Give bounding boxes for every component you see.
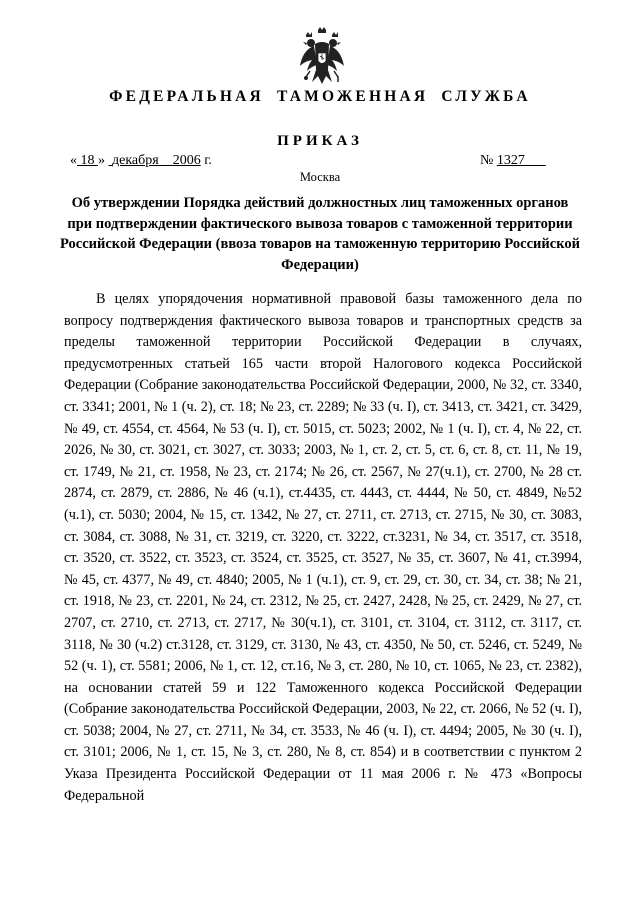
date-day: 18 [80,153,95,168]
number-value: 1327 [496,153,525,168]
date-open-quote: « [70,153,77,168]
date-close-quote: » [98,153,105,168]
order-number [480,153,555,169]
number-prefix: № [480,153,494,168]
double-headed-eagle-emblem-icon [298,26,346,88]
order-date [70,153,212,169]
organization-name: ФЕДЕРАЛЬНАЯ ТАМОЖЕННАЯ СЛУЖБА [109,88,531,105]
city-name: Москва [299,170,341,184]
date-suffix: г. [204,153,212,168]
body-paragraph: В целях упорядочения нормативной правовой базы таможенного дела по вопросу подтверждения фактического вывоза товаров и транспортных средств за пределы таможенной территории Российской Федерации в случаях, предусмотренных статьей 165 части второй Налогового кодекса Российской Федерации (Собрание законодательства Российской Федерации, 2000, № 32, ст. 3340, ст. 3341; 2001, № 1 (ч. 2), ст. 18; № 23, ст. 2289; № 33 (ч. I), ст. 3413, ст. 3421, ст. 3429, № 49, ст. 4554, ст. 4564, № 53 (ч. I), ст. 5015, ст. 5023; 2002, № 1 (ч. I), ст. 4, № 22, ст. 2026, № 30, ст. 3021, ст. 3027, ст. 3033; 2003, № 1, ст. 2, ст. 5, ст. 6, ст. 8, ст. 11, № 19, ст. 1749, № 21, ст. 1958, № 23, ст. 2174; № 26, ст. 2567, № 27(ч.1), ст. 2700, № 28 ст. 2874, ст. 2879, ст. 2886, № 46 (ч.1), ст.4435, ст. 4443, ст. 4444, № 50, ст. 4849, №52 (ч.1), ст. 5030; 2004, № 15, ст. 1342, № 27, ст. 2711, ст. 2713, ст. 2715, № 30, ст. 3083, ст. 3084, ст. 3088, № 31, ст. 3219, ст. 3220, ст. 3222, ст.3231, № 34, ст. 3517, ст. 3518, ст. 3520, ст. 3522, ст. 3523, ст. 3524, ст. 3525, ст. 3527, № 35, ст. 3607, № 41, ст.3994, № 45, ст. 4377, № 49, ст. 4840; 2005, № 1 (ч.1), ст. 9, ст. 29, ст. 30, ст. 34, ст. 38; № 21, ст. 1918, № 23, ст. 2201, № 24, ст. 2312, № 25, ст. 2427, 2428, № 25, ст. 2429, № 27, ст. 2707, ст. 2710, ст. 2713, ст. 2717, № 30(ч.1), ст. 3101, ст. 3104, ст. 3112, ст. 3117, ст. 3118, № 30 (ч.2) ст.3128, ст. 3129, ст. 3130, № 43, ст. 4350, № 50, ст. 5246, ст. 5249, № 52 (ч. 1), ст. 5581; 2006, № 1, ст. 12, ст.16, № 3, ст. 280, № 10, ст. 1065, № 23, ст. 2382), на основании статей 59 и 122 Таможенного кодекса Российской Федерации (Собрание законодательства Российской Федерации, 2003, № 22, ст. 2066, № 52 (ч. I), ст. 5038; 2004, № 27, ст. 2711, № 34, ст. 3533, № 46 (ч. I), ст. 4494; 2005, № 30 (ч. I), ст. 3101; 2006, № 1, ст. 15, № 3, ст. 280, № 8, ст. 854) и в соответствии с пунктом 2 Указа Президента Российской Федерации от 11 мая 2006 г. № 473 «Вопросы Федеральной [64,291,582,804]
document-type-title: ПРИКАЗ [277,133,363,149]
order-subject: Об утверждении Порядка действий должностных лиц таможенных органов при подтверждении фактического вывоза товаров с таможенной территории Российской Федерации (ввоза товаров на таможенную территорию Российской Федерации) [60,195,580,273]
date-month: декабря [112,153,159,168]
date-year: 2006 [172,153,201,168]
